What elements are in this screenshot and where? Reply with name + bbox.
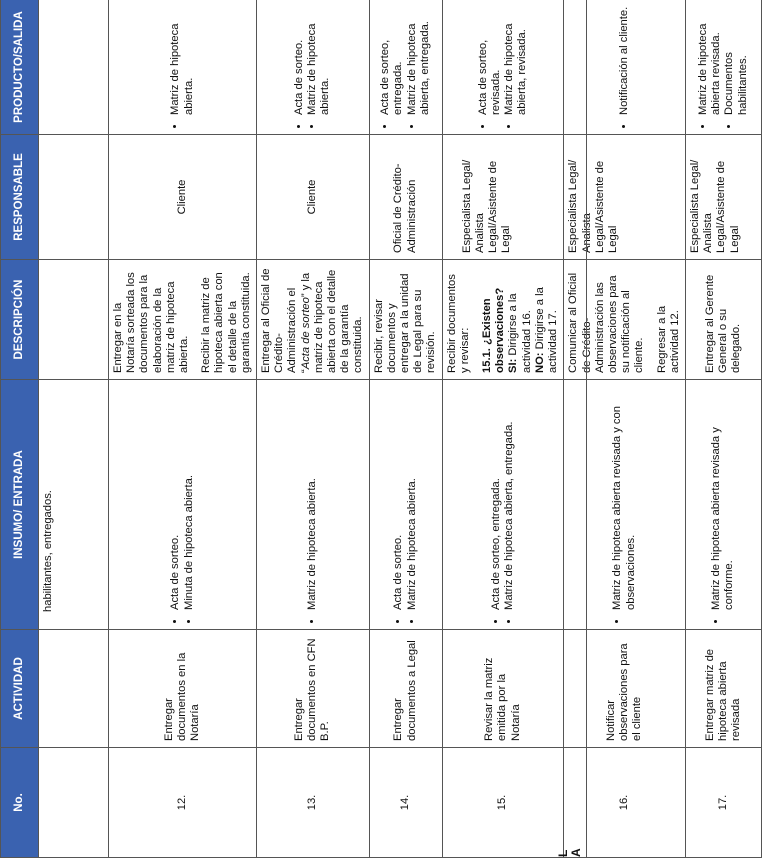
list-item: • Matriz de hipoteca abierta revisada y conforme.	[710, 386, 736, 610]
cell-no: 16.	[564, 748, 686, 858]
list-item: • Matriz de hipoteca abierta, entregada.	[503, 386, 516, 610]
cell-producto	[109, 0, 257, 135]
header-row	[1, 0, 39, 858]
list-item: • Matriz de hipoteca abierta.	[169, 6, 195, 115]
desc-si-text: Dirigirse a la actividad 16.	[507, 293, 533, 373]
cell-producto	[39, 0, 109, 135]
cell-descripcion	[442, 260, 564, 380]
table-row	[442, 0, 564, 858]
cell-actividad: Notificar observaciones para el cliente	[564, 630, 686, 748]
list-item: • Matriz de hipoteca abierta, revisada.	[503, 6, 529, 115]
table-row	[564, 0, 686, 858]
list-item: • Acta de sorteo.	[169, 386, 182, 610]
list-item: • Acta de sorteo.	[392, 386, 405, 610]
list-item: • Matriz de hipoteca abierta revisada y con observaciones.	[611, 386, 637, 610]
cell-descripcion	[109, 260, 257, 380]
table-row	[39, 0, 109, 858]
list-item: • Minuta de hipoteca abierta.	[183, 386, 196, 610]
cell-insumo	[564, 380, 686, 630]
cell-actividad: Entregar documentos en CFN B.P.	[257, 630, 370, 748]
header-responsable: RESPONSABLE	[1, 135, 39, 260]
cell-insumo	[109, 380, 257, 630]
desc-no-text: Dirigirse a la actividad 17.	[533, 287, 560, 373]
desc-question: 15.1. ¿Existen observaciones?	[481, 287, 507, 373]
cell-no: 17.	[685, 748, 761, 858]
desc-no-label: NO:	[533, 352, 546, 373]
cell-actividad	[39, 630, 109, 748]
header-no: No.	[1, 748, 39, 858]
desc-paragraph: Entregar en la Notaría sorteada los documentos para la elaboración de la matriz de hipoteca abierta.	[112, 272, 191, 373]
list-item: • Matriz de hipoteca abierta.	[406, 386, 419, 610]
list-item: • Matriz de hipoteca abierta.	[306, 386, 319, 610]
cell-responsable: Cliente	[109, 135, 257, 260]
table-row	[369, 0, 442, 858]
cell-descripcion	[257, 260, 370, 380]
cell-no	[39, 748, 109, 858]
list-item: • Acta de sorteo, revisada.	[477, 6, 503, 115]
header-descripcion: DESCRIPCIÓN	[1, 260, 39, 380]
header-actividad: ACTIVIDAD	[1, 630, 39, 748]
desc-paragraph: Recibir documentos y revisar:	[445, 274, 471, 373]
cell-no: 13.	[257, 748, 370, 858]
cell-insumo	[369, 380, 442, 630]
list-item: • Notificación al cliente.	[618, 6, 631, 115]
header-insumo: INSUMO/ ENTRADA	[1, 380, 39, 630]
list-item: • Matriz de hipoteca abierta.	[306, 6, 332, 115]
cell-producto	[685, 0, 761, 135]
cell-responsable: Especialista Legal/ Analista Legal/Asistente de Legal	[564, 135, 686, 260]
cell-actividad: Entregar documentos en la Notaría	[109, 630, 257, 748]
cell-producto	[442, 0, 564, 135]
desc-paragraph: Recibir la matriz de hipoteca abierta con el detalle de la garantía constituida.	[200, 272, 252, 373]
cell-no: 12.	[109, 748, 257, 858]
desc-si-label: SI:	[507, 358, 520, 373]
list-item: • Documentos habilitantes.	[723, 6, 749, 115]
cell-producto	[369, 0, 442, 135]
cell-actividad: Entregar matriz de hipoteca abierta revisada	[685, 630, 761, 748]
cell-responsable	[39, 135, 109, 260]
cell-no: 15.	[442, 748, 564, 858]
cell-descripcion: Entregar al Gerente General o su delegado.	[685, 260, 761, 380]
cell-insumo: habilitantes, entregados.	[39, 380, 109, 630]
table-row	[109, 0, 257, 858]
cell-descripcion	[39, 260, 109, 380]
table-row	[257, 0, 370, 858]
cell-producto	[257, 0, 370, 135]
footer-fragment: L A	[556, 848, 583, 857]
desc-paragraph: Regresar a la actividad 12.	[655, 305, 681, 373]
desc-emphasis: Acta de sorteo	[299, 297, 312, 370]
list-item: • Acta de sorteo, entregada.	[379, 6, 405, 115]
desc-paragraph: Comunicar al Oficial de Crédito-Administración las observaciones para su notificación al cliente.	[567, 272, 646, 373]
cell-responsable: Especialista Legal/ Analista Legal/Asistente de Legal	[685, 135, 761, 260]
cell-insumo	[442, 380, 564, 630]
list-item: • Acta de sorteo.	[293, 6, 306, 115]
cell-descripcion: Recibir, revisar documentos y entregar a la unidad de Legal para su revisión.	[369, 260, 442, 380]
cell-responsable: Cliente	[257, 135, 370, 260]
cell-descripcion	[564, 260, 686, 380]
cell-actividad: Entregar documentos a Legal	[369, 630, 442, 748]
table-row	[685, 0, 761, 858]
list-item: • Matriz de hipoteca abierta revisada.	[697, 6, 723, 115]
desc-text: ” y la matriz de hipoteca abierta con el detalle de la garantía constituida.	[299, 269, 365, 373]
cell-producto	[564, 0, 686, 135]
cell-insumo	[685, 380, 761, 630]
cell-responsable: Oficial de Crédito-Administración	[369, 135, 442, 260]
list-item: • Matriz de hipoteca abierta, entregada.	[406, 6, 432, 115]
list-item: • Acta de sorteo, entregada.	[490, 386, 503, 610]
cell-insumo	[257, 380, 370, 630]
cell-no: 14.	[369, 748, 442, 858]
header-producto: PRODUCTO/SALIDA	[1, 0, 39, 135]
cell-actividad: Revisar la matriz emitida por la Notaría	[442, 630, 564, 748]
desc-text: Entregar al Oficial de Crédito-Administración el “	[260, 268, 312, 373]
cell-responsable: Especialista Legal/ Analista Legal/Asistente de Legal	[442, 135, 564, 260]
